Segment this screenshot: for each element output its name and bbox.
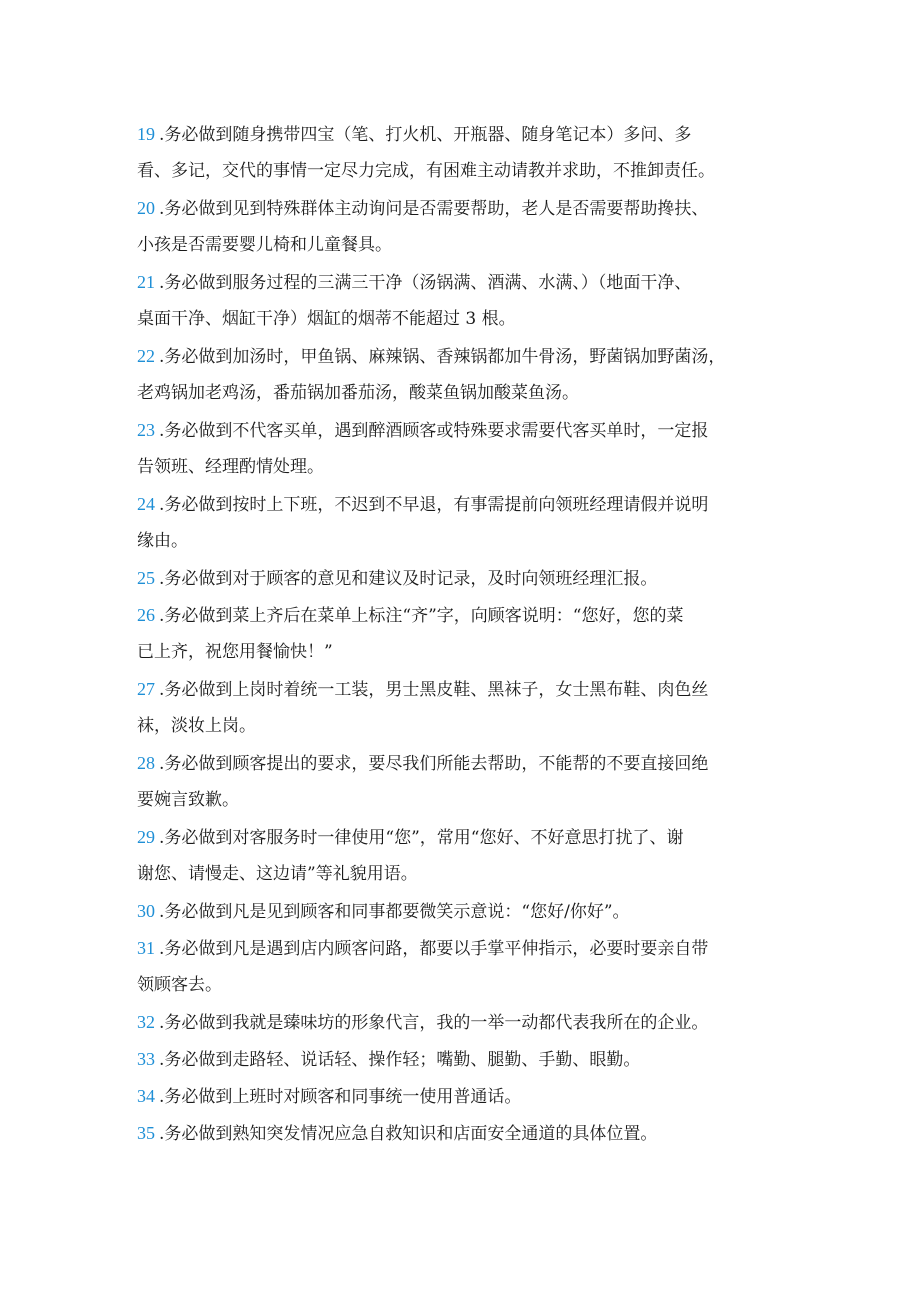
item-text-line-1: .务必做到顾客提出的要求，要尽我们所能去帮助，不能帮的不要直接回绝 — [159, 754, 709, 774]
item-number: 21 — [137, 272, 155, 292]
item-first-line — [137, 930, 797, 967]
item-text-line-1: .务必做到服务过程的三满三干净（汤锅满、酒满、水满、）（地面干净、 — [159, 273, 692, 293]
list-item — [137, 930, 797, 1004]
item-first-line — [137, 264, 797, 301]
item-first-line — [137, 597, 797, 634]
list-item — [137, 1041, 797, 1078]
item-number: 28 — [137, 753, 155, 773]
item-text-line-1: .务必做到对于顾客的意见和建议及时记录，及时向领班经理汇报。 — [159, 569, 658, 589]
item-text-line-1: .务必做到上岗时着统一工装，男士黑皮鞋、黑袜子，女士黑布鞋、肉色丝 — [159, 680, 709, 700]
item-first-line — [137, 893, 797, 930]
list-item — [137, 597, 797, 671]
item-number: 23 — [137, 420, 155, 440]
item-number: 29 — [137, 827, 155, 847]
item-number: 35 — [137, 1123, 155, 1143]
item-text-line-1: .务必做到走路轻、说话轻、操作轻；嘴勤、腿勤、手勤、眼勤。 — [159, 1050, 641, 1070]
item-number: 31 — [137, 938, 155, 958]
item-text-line-1: .务必做到我就是臻味坊的形象代言，我的一举一动都代表我所在的企业。 — [159, 1013, 709, 1033]
item-number: 25 — [137, 568, 155, 588]
item-text-line-2: 袜，淡妆上岗。 — [137, 716, 256, 736]
list-item — [137, 486, 797, 560]
item-number: 27 — [137, 679, 155, 699]
item-number: 19 — [137, 124, 155, 144]
rules-list — [137, 116, 797, 1152]
item-first-line — [137, 116, 797, 153]
item-number: 26 — [137, 605, 155, 625]
item-text-line-2: 要婉言致歉。 — [137, 790, 239, 810]
list-item — [137, 116, 797, 190]
item-text-line-2: 谢您、请慢走、这边请”等礼貌用语。 — [137, 864, 418, 884]
item-text-line-1: .务必做到凡是遇到店内顾客问路，都要以手掌平伸指示，必要时要亲自带 — [159, 939, 709, 959]
item-first-line — [137, 745, 797, 782]
item-text-line-1: .务必做到见到特殊群体主动询问是否需要帮助，老人是否需要帮助搀扶、 — [159, 199, 709, 219]
item-first-line — [137, 412, 797, 449]
item-text-line-2: 缘由。 — [137, 531, 188, 551]
item-text-line-2: 告领班、经理酌情处理。 — [137, 457, 324, 477]
item-text-line-2: 已上齐，祝您用餐愉快！” — [137, 642, 333, 662]
list-item — [137, 819, 797, 893]
item-first-line — [137, 1041, 797, 1078]
item-first-line — [137, 338, 797, 375]
list-item — [137, 1115, 797, 1152]
list-item — [137, 560, 797, 597]
item-number: 20 — [137, 198, 155, 218]
item-text-line-1: .务必做到凡是见到顾客和同事都要微笑示意说：“您好/你好”。 — [159, 902, 630, 922]
item-text-line-2: 看、多记，交代的事情一定尽力完成，有困难主动请教并求助，不推卸责任。 — [137, 161, 715, 181]
item-text-line-1: .务必做到熟知突发情况应急自救知识和店面安全通道的具体位置。 — [159, 1124, 658, 1144]
item-text-line-1: .务必做到菜上齐后在菜单上标注“齐”字，向顾客说明：“您好，您的菜 — [159, 606, 684, 626]
item-first-line — [137, 560, 797, 597]
item-first-line — [137, 486, 797, 523]
list-item — [137, 1078, 797, 1115]
item-number: 33 — [137, 1049, 155, 1069]
list-item — [137, 338, 797, 412]
list-item — [137, 745, 797, 819]
item-text-line-2: 桌面干净、烟缸干净）烟缸的烟蒂不能超过 3 根。 — [137, 309, 516, 329]
item-first-line — [137, 190, 797, 227]
list-item — [137, 190, 797, 264]
item-first-line — [137, 1078, 797, 1115]
item-text-line-1: .务必做到上班时对顾客和同事统一使用普通话。 — [159, 1087, 522, 1107]
item-text-line-1: .务必做到随身携带四宝（笔、打火机、开瓶器、随身笔记本）多问、多 — [159, 125, 692, 145]
item-number: 34 — [137, 1086, 155, 1106]
list-item — [137, 264, 797, 338]
list-item — [137, 412, 797, 486]
item-number: 24 — [137, 494, 155, 514]
item-first-line — [137, 671, 797, 708]
item-number: 22 — [137, 346, 155, 366]
item-first-line — [137, 1115, 797, 1152]
item-number: 32 — [137, 1012, 155, 1032]
item-text-line-1: .务必做到不代客买单，遇到醉酒顾客或特殊要求需要代客买单时，一定报 — [159, 421, 709, 441]
item-text-line-1: .务必做到加汤时，甲鱼锅、麻辣锅、香辣锅都加牛骨汤，野菌锅加野菌汤， — [159, 347, 726, 367]
item-text-line-1: .务必做到按时上下班，不迟到不早退，有事需提前向领班经理请假并说明 — [159, 495, 709, 515]
item-text-line-2: 老鸡锅加老鸡汤，番茄锅加番茄汤，酸菜鱼锅加酸菜鱼汤。 — [137, 383, 579, 403]
item-number: 30 — [137, 901, 155, 921]
item-first-line — [137, 1004, 797, 1041]
list-item — [137, 1004, 797, 1041]
list-item — [137, 893, 797, 930]
item-first-line — [137, 819, 797, 856]
list-item — [137, 671, 797, 745]
item-text-line-2: 小孩是否需要婴儿椅和儿童餐具。 — [137, 235, 392, 255]
item-text-line-1: .务必做到对客服务时一律使用“您”，常用“您好、不好意思打扰了、谢 — [159, 828, 684, 848]
item-text-line-2: 领顾客去。 — [137, 975, 222, 995]
